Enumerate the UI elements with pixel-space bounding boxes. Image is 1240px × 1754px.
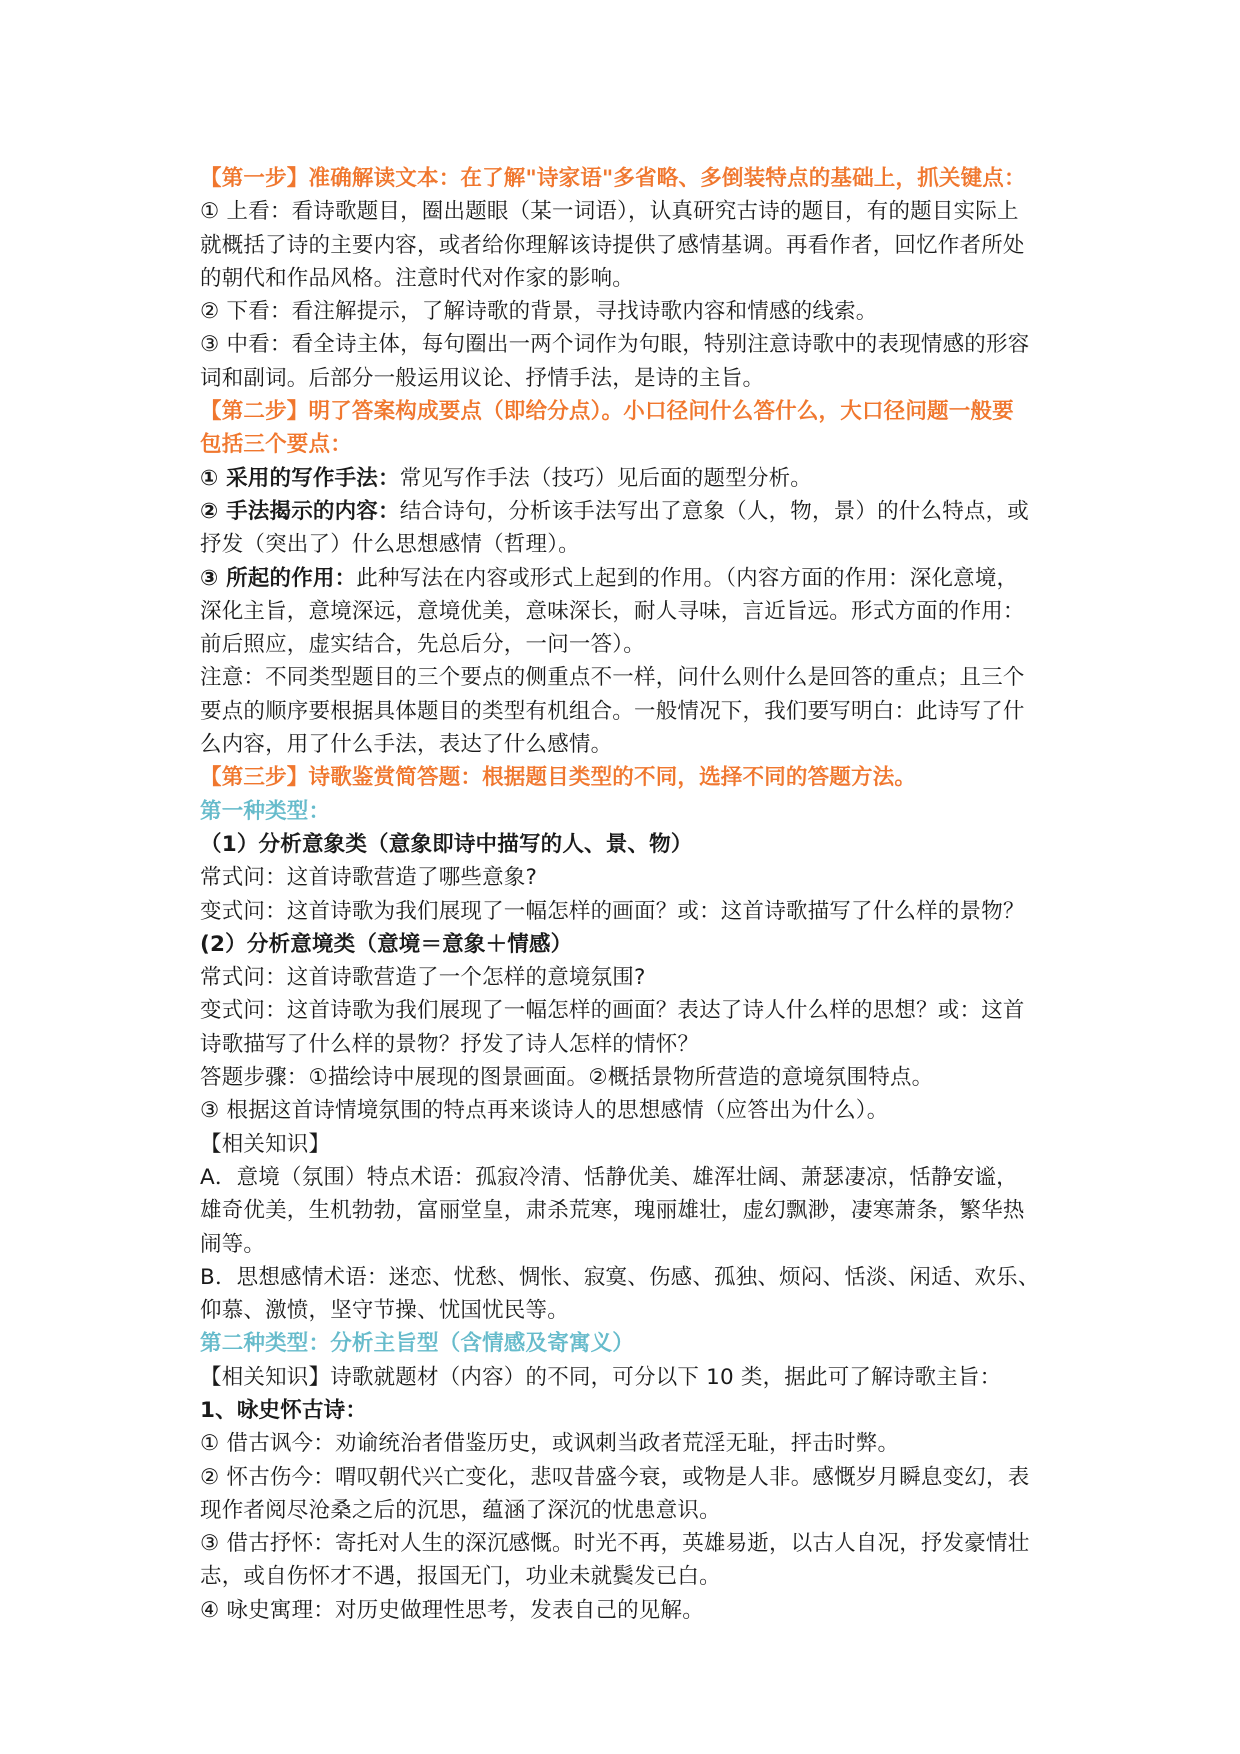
line-text: 【相关知识】诗歌就题材（内容）的不同，可分以下 10 类，据此可了解诗歌主旨： bbox=[200, 1364, 1002, 1390]
line-text: A．意境（氛围）特点术语：孤寂冷清、恬静优美、雄浑壮阔、萧瑟凄凉，恬静安谧， bbox=[200, 1164, 1018, 1190]
paragraph-line bbox=[200, 1461, 1050, 1494]
line-text: ③ 借古抒怀：寄托对人生的深沉感慨。时光不再，英雄易逝，以古人自况，抒发豪情壮 bbox=[200, 1531, 1030, 1557]
paragraph-line bbox=[200, 695, 1050, 728]
line-text: 前后照应，虚实结合，先总后分，一问一答）。 bbox=[200, 632, 645, 658]
line-text: 常式问：这首诗歌营造了一个怎样的意境氛围? bbox=[200, 965, 646, 991]
paragraph-line bbox=[200, 262, 1050, 295]
line-text: 词和副词。后部分一般运用议论、抒情手法，是诗的主旨。 bbox=[200, 365, 765, 391]
line-text: 【第一步】准确解读文本：在了解"诗家语"多省略、多倒装特点的基础上，抓关键点： bbox=[200, 166, 1026, 191]
paragraph-line bbox=[200, 1028, 1050, 1061]
document-body bbox=[200, 162, 1050, 1627]
line-text: 雄奇优美，生机勃勃，富丽堂皇，肃杀荒寒，瑰丽雄壮，虚幻飘渺，凄寒萧条，繁华热 bbox=[200, 1198, 1025, 1224]
line-text: ④ 咏史寓理：对历史做理性思考，发表自己的见解。 bbox=[200, 1597, 704, 1623]
paragraph-line bbox=[200, 328, 1050, 361]
point-text: 结合诗句，分析该手法写出了意象（人，物，景）的什么特点，或 bbox=[399, 498, 1030, 524]
paragraph-line bbox=[200, 1527, 1050, 1560]
point-line bbox=[200, 462, 1050, 495]
line-text: ① 借古讽今：劝谕统治者借鉴历史，或讽刺当政者荒淫无耻，抨击时弊。 bbox=[200, 1431, 900, 1457]
line-text: 要点的顺序要根据具体题目的类型有机组合。一般情况下，我们要写明白：此诗写了什 bbox=[200, 698, 1025, 724]
step-three-heading bbox=[200, 761, 1050, 794]
line-text: 就概括了诗的主要内容，或者给你理解该诗提供了感情基调。再看作者，回忆作者所处 bbox=[200, 232, 1025, 258]
line-text: 么内容，用了什么手法，表达了什么感情。 bbox=[200, 732, 613, 758]
point-text: 此种写法在内容或形式上起到的作用。（内容方面的作用：深化意境， bbox=[356, 565, 1019, 591]
line-text: (2）分析意境类（意境＝意象＋情感） bbox=[200, 931, 573, 957]
paragraph-line bbox=[200, 1228, 1050, 1261]
paragraph-line bbox=[200, 1061, 1050, 1094]
paragraph-line bbox=[200, 295, 1050, 328]
line-text: 【相关知识】 bbox=[200, 1131, 331, 1157]
paragraph-line bbox=[200, 362, 1050, 395]
line-text: 常式问：这首诗歌营造了哪些意象? bbox=[200, 865, 538, 891]
line-text: 的朝代和作品风格。注意时代对作家的影响。 bbox=[200, 265, 635, 291]
paragraph-line bbox=[200, 1494, 1050, 1527]
line-text: ② 怀古伤今：喟叹朝代兴亡变化，悲叹昔盛今衰，或物是人非。感慨岁月瞬息变幻，表 bbox=[200, 1464, 1030, 1490]
paragraph-line bbox=[200, 1294, 1050, 1327]
line-text: 深化主旨，意境深远，意境优美，意味深长，耐人寻味，言近旨远。形式方面的作用： bbox=[200, 598, 1025, 624]
type-two-heading bbox=[200, 1327, 1050, 1360]
paragraph-line bbox=[200, 1128, 1050, 1161]
line-text: ③ 中看：看全诗主体，每句圈出一两个词作为句眼，特别注意诗歌中的表现情感的形容 bbox=[200, 332, 1030, 358]
paragraph-line bbox=[200, 1261, 1050, 1294]
line-text: 志，或自伤怀才不遇，报国无门，功业未就鬓发已白。 bbox=[200, 1564, 721, 1590]
paragraph-line bbox=[200, 1094, 1050, 1127]
paragraph-line bbox=[200, 1594, 1050, 1627]
step-two-heading-cont bbox=[200, 428, 1050, 461]
point-label: ① 采用的写作手法： bbox=[200, 465, 400, 491]
line-text: ② 下看：看注解提示，了解诗歌的背景，寻找诗歌内容和情感的线索。 bbox=[200, 299, 878, 325]
line-text: 闹等。 bbox=[200, 1231, 266, 1257]
paragraph-line bbox=[200, 1560, 1050, 1593]
paragraph-line bbox=[200, 595, 1050, 628]
subsection-heading bbox=[200, 1394, 1050, 1427]
paragraph-line bbox=[200, 961, 1050, 994]
point-label: ③ 所起的作用： bbox=[200, 565, 357, 591]
paragraph-line bbox=[200, 195, 1050, 228]
line-text: ① 上看：看诗歌题目，圈出题眼（某一词语），认真研究古诗的题目，有的题目实际上 bbox=[200, 199, 1019, 225]
line-text: 注意：不同类型题目的三个要点的侧重点不一样，问什么则什么是回答的重点；且三个 bbox=[200, 665, 1025, 691]
paragraph-line bbox=[200, 1161, 1050, 1194]
line-text: 答题步骤：①描绘诗中展现的图景画面。②概括景物所营造的意境氛围特点。 bbox=[200, 1065, 934, 1091]
paragraph-line bbox=[200, 861, 1050, 894]
subsection-heading bbox=[200, 928, 1050, 961]
type-one-heading bbox=[200, 795, 1050, 828]
line-text: 诗歌描写了什么样的景物？抒发了诗人怎样的情怀？ bbox=[200, 1031, 700, 1057]
paragraph-line bbox=[200, 994, 1050, 1027]
line-text: 1、咏史怀古诗： bbox=[200, 1397, 368, 1423]
line-text: 包括三个要点： bbox=[200, 432, 352, 458]
line-text: 【第二步】明了答案构成要点（即给分点）。小口径问什么答什么，大口径问题一般要 bbox=[200, 399, 1014, 425]
line-text: 第二种类型：分析主旨型（含情感及寄寓义） bbox=[200, 1331, 635, 1357]
paragraph-line bbox=[200, 895, 1050, 928]
paragraph-line bbox=[200, 229, 1050, 262]
paragraph-line bbox=[200, 528, 1050, 561]
line-text: 【第三步】诗歌鉴赏简答题：根据题目类型的不同，选择不同的答题方法。 bbox=[200, 765, 917, 791]
line-text: 现作者阅尽沧桑之后的沉思，蕴涵了深沉的忧患意识。 bbox=[200, 1497, 721, 1523]
line-text: （1）分析意象类（意象即诗中描写的人、景、物） bbox=[200, 831, 693, 857]
step-two-heading bbox=[200, 395, 1050, 428]
line-text: 变式问：这首诗歌为我们展现了一幅怎样的画面？或：这首诗歌描写了什么样的景物？ bbox=[200, 898, 1025, 924]
line-text: 第一种类型： bbox=[200, 798, 331, 824]
paragraph-line bbox=[200, 1194, 1050, 1227]
step-one-heading bbox=[200, 162, 1050, 195]
paragraph-line bbox=[200, 661, 1050, 694]
point-label: ② 手法揭示的内容： bbox=[200, 498, 400, 524]
line-text: 变式问：这首诗歌为我们展现了一幅怎样的画面？表达了诗人什么样的思想？或：这首 bbox=[200, 998, 1025, 1024]
point-text: 常见写作手法（技巧）见后面的题型分析。 bbox=[399, 465, 813, 491]
line-text: ③ 根据这首诗情境氛围的特点再来谈诗人的思想感情（应答出为什么）。 bbox=[200, 1098, 889, 1124]
subsection-heading bbox=[200, 828, 1050, 861]
point-line bbox=[200, 495, 1050, 528]
paragraph-line bbox=[200, 728, 1050, 761]
line-text: 抒发（突出了）什么思想感情（哲理）。 bbox=[200, 532, 580, 558]
paragraph-line bbox=[200, 628, 1050, 661]
line-text: B．思想感情术语：迷恋、忧愁、惆怅、寂寞、伤感、孤独、烦闷、恬淡、闲适、欢乐、 bbox=[200, 1264, 1040, 1290]
paragraph-line bbox=[200, 1427, 1050, 1460]
line-text: 仰慕、激愤，坚守节操、忧国忧民等。 bbox=[200, 1298, 569, 1324]
paragraph-line bbox=[200, 1361, 1050, 1394]
point-line bbox=[200, 562, 1050, 595]
